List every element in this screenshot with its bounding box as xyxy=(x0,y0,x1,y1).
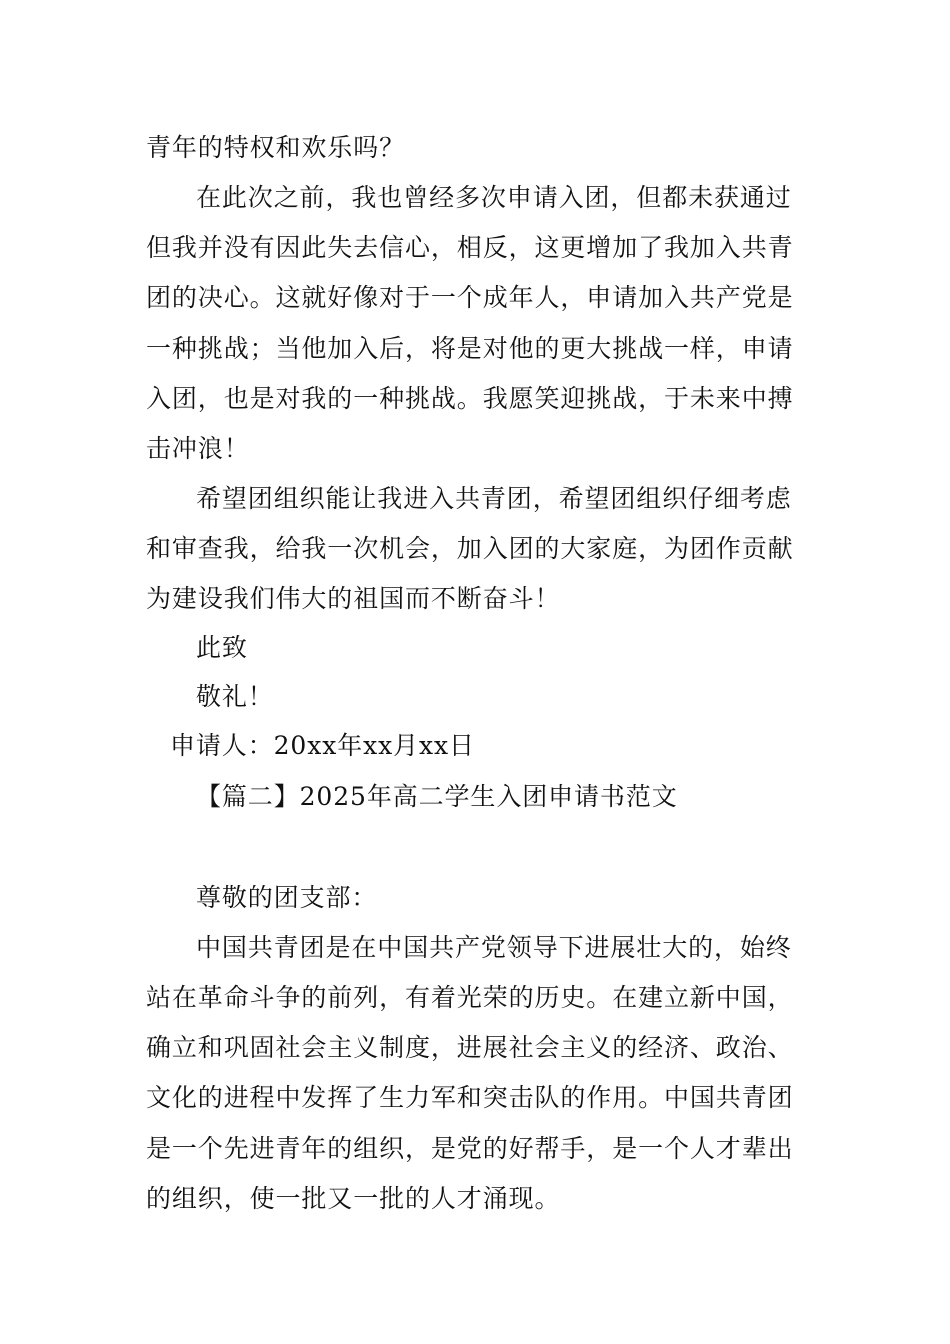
text-line: 站在革命斗争的前列，有着光荣的历史。在建立新中国， xyxy=(146,983,794,1012)
text-line: 确立和巩固社会主义制度，进展社会主义的经济、政治、 xyxy=(146,1033,794,1062)
text-line: 团的决心。这就好像对于一个成年人，申请加入共产党是 xyxy=(146,283,794,312)
text-line: 和审查我，给我一次机会，加入团的大家庭，为团作贡献 xyxy=(146,534,794,563)
signature-line: 申请人：20xx年xx月xx日 xyxy=(170,731,475,760)
text-line: 但我并没有因此失去信心，相反，这更增加了我加入共青 xyxy=(146,233,794,262)
text-line: 青年的特权和欢乐吗？ xyxy=(146,133,406,162)
salutation: 尊敬的团支部： xyxy=(196,883,378,912)
text-line: 入团，也是对我的一种挑战。我愿笑迎挑战，于未来中搏 xyxy=(146,384,794,413)
text-line: 击冲浪！ xyxy=(146,434,250,463)
text-line: 中国共青团是在中国共产党领导下进展壮大的，始终 xyxy=(196,933,792,962)
text-line: 为建设我们伟大的祖国而不断奋斗！ xyxy=(146,584,561,613)
text-line: 在此次之前，我也曾经多次申请入团，但都未获通过 xyxy=(196,183,792,212)
text-line: 是一个先进青年的组织，是党的好帮手，是一个人才辈出 xyxy=(146,1134,794,1163)
text-line: 希望团组织能让我进入共青团，希望团组织仔细考虑 xyxy=(196,484,792,513)
section-heading: 【篇二】2025年高二学生入团申请书范文 xyxy=(196,782,678,811)
text-line: 一种挑战；当他加入后，将是对他的更大挑战一样，申请 xyxy=(146,334,794,363)
text-line: 的组织，使一批又一批的人才涌现。 xyxy=(146,1184,561,1213)
text-line: 文化的进程中发挥了生力军和突击队的作用。中国共青团 xyxy=(146,1083,794,1112)
closing-line: 此致 xyxy=(196,633,248,662)
closing-line: 敬礼！ xyxy=(196,682,274,711)
